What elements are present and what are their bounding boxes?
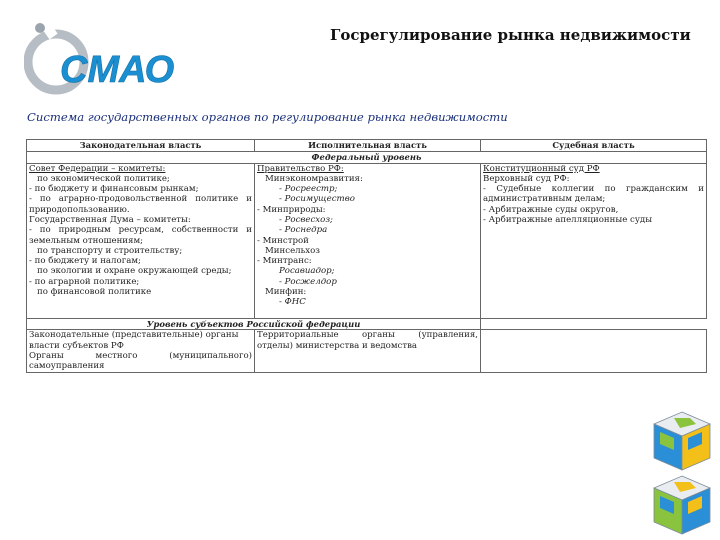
list-item: Минсельхоз [265, 245, 320, 256]
list-item: земельным отношениям; [29, 235, 144, 246]
list-item: - по аграрно-продовольственной политике и [29, 194, 252, 205]
list-item: - Минстрой [257, 235, 309, 246]
list-item: по финансовой политике [37, 287, 152, 298]
list-item: власти субъектов РФ [29, 340, 124, 351]
list-item: - Минприроды: [257, 204, 326, 215]
list-item: - по аграрной политике; [29, 276, 140, 287]
list-item: Росавиадор; [279, 266, 335, 277]
list-item: по экологии и охране окружающей среды; [37, 266, 232, 277]
regional-legislative-cell [27, 330, 255, 372]
list-item: Территориальные органы (управления, [257, 330, 478, 341]
list-item: Органы местного (муниципального) [29, 351, 252, 362]
page-title: Госрегулирование рынка недвижимости [330, 26, 691, 44]
list-item: - по природным ресурсам, собственности и [29, 225, 252, 236]
list-item: самоуправления [29, 361, 105, 372]
list-item: - Росимущество [279, 194, 355, 205]
table-header-row [27, 140, 707, 152]
federal-judicial-cell [481, 163, 707, 318]
logo-text: СМАО [60, 49, 174, 91]
list-item: - Росжелдор [279, 276, 337, 287]
list-item: - Минтранс: [257, 256, 312, 267]
regional-level-empty [481, 318, 707, 330]
smao-logo [24, 18, 174, 100]
list-item: Совет Федерации – комитеты: [29, 163, 166, 174]
regional-level-row [27, 318, 707, 330]
list-item: - Арбитражные суды округов, [483, 204, 619, 215]
list-item: - по бюджету и финансовым рынкам; [29, 184, 199, 195]
regional-executive-cell [255, 330, 481, 372]
list-item: Государственная Дума – комитеты: [29, 214, 191, 225]
list-item: - Росреестр; [279, 184, 338, 195]
list-item: Минэкономразвития: [265, 173, 363, 184]
regional-judicial-cell [481, 330, 707, 372]
logo-dot [35, 23, 45, 33]
smao-logo-graphic [24, 18, 174, 100]
list-item: - Арбитражные апелляционные суды [483, 214, 653, 225]
list-item: - Росвесхоз; [279, 214, 333, 225]
regional-level-label: Уровень субъектов Российской федерации [27, 318, 481, 330]
federal-level-row [27, 152, 707, 164]
list-item: по экономической политике; [37, 173, 170, 184]
federal-content-row [27, 163, 707, 318]
list-item: Правительство РФ: [257, 163, 344, 174]
column-header-legislative: Законодательная власть [27, 140, 255, 152]
list-item: - по бюджету и налогам; [29, 256, 141, 267]
list-item: Конституционный суд РФ [483, 163, 600, 174]
authority-table [26, 139, 706, 409]
list-item: Верховный суд РФ: [483, 173, 570, 184]
cube-icon [652, 474, 712, 536]
list-item: Законодательные (представительные) органы [29, 330, 239, 341]
list-item: - ФНС [279, 297, 306, 308]
federal-executive-cell [255, 163, 481, 318]
list-item: - Роснедра [279, 225, 328, 236]
list-item: административным делам; [483, 194, 606, 205]
list-item: Минфин: [265, 287, 307, 298]
regional-content-row [27, 330, 707, 372]
cube-icon [652, 410, 712, 472]
spacer-line [29, 297, 252, 307]
column-header-executive: Исполнительная власть [255, 140, 481, 152]
federal-legislative-cell [27, 163, 255, 318]
list-item: природопользованию. [29, 204, 130, 215]
federal-level-label: Федеральный уровень [27, 152, 707, 164]
spacer-line [29, 308, 252, 318]
column-header-judicial: Судебная власть [481, 140, 707, 152]
list-item: - Судебные коллегии по гражданским и [483, 184, 704, 195]
document-subtitle: Система государственных органов по регулирование рынка недвижимости [27, 110, 508, 124]
list-item: по транспорту и строительству; [37, 245, 183, 256]
list-item: отделы) министерства и ведомства [257, 340, 418, 351]
